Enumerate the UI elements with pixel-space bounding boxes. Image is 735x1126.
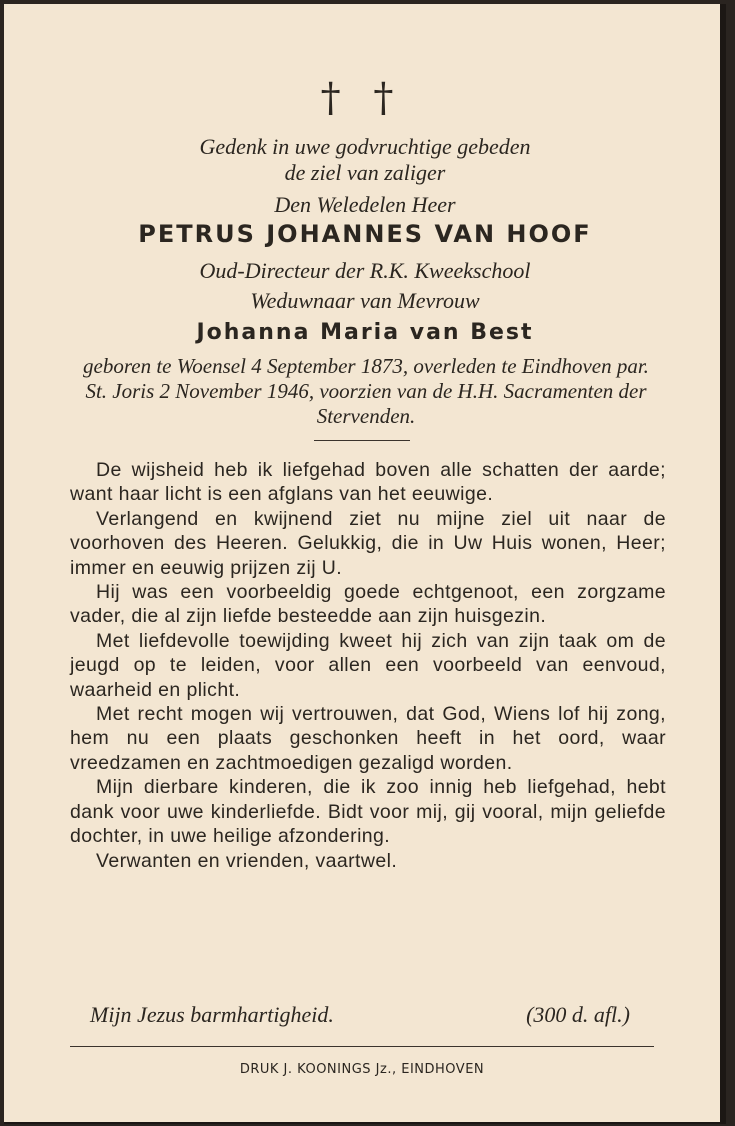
- footer-divider: [70, 1046, 654, 1047]
- life-dates: geboren te Woensel 4 September 1873, overleden te Eindhoven par. St. Joris 2 November 1946, voorzien van de H.H. Sacramenten der Stervenden.: [83, 354, 649, 428]
- widower-of: Weduwnaar van Mevrouw: [250, 288, 480, 313]
- wife-name: Johanna Maria van Best: [196, 320, 534, 345]
- invocation-line-1: Gedenk in uwe godvruchtige gebeden: [199, 134, 531, 159]
- memorial-text: [70, 458, 666, 873]
- printer-credit: DRUK J. KOONINGS Jz., EINDHOVEN: [239, 1062, 485, 1077]
- prayer: Mijn Jezus barmhartigheid.: [90, 1002, 334, 1027]
- deceased-name: PETRUS JOHANNES VAN HOOF: [138, 220, 592, 248]
- invocation-line-2: de ziel van zaliger: [284, 160, 446, 185]
- memorial-card: [4, 4, 726, 1124]
- paragraph: Met recht mogen wij vertrouwen, dat God, Wiens lof hij zong, hem nu een plaats geschonken heeft in het oord, waar vreedzamen en zachtmoedigen gezaligd worden.: [70, 703, 666, 774]
- paragraph: Mijn dierbare kinderen, die ik zoo innig heb liefgehad, hebt dank voor uwe kinderliefde. Bidt voor mij, gij vooral, mijn geliefde dochter, in uwe heilige afzondering.: [70, 776, 666, 848]
- honorific: Den Weledelen Heer: [274, 192, 456, 217]
- indulgence: (300 d. afl.): [526, 1002, 630, 1027]
- paragraph: Verlangend en kwijnend ziet nu mijne ziel uit naar de voorhoven des Heeren. Gelukkig, die in Uw Huis wonen, Heer; immer en eeuwig prijzen zij U.: [70, 507, 666, 579]
- paragraph: Met liefdevolle toewijding kweet hij zich van zijn taak om de jeugd op te leiden, voor allen een voorbeeld van eenvoud, waarheid en plicht.: [70, 629, 666, 701]
- paragraph: De wijsheid heb ik liefgehad boven alle schatten der aarde; want haar licht is een afglans van het eeuwige.: [70, 459, 666, 506]
- divider: [314, 440, 410, 441]
- paragraph: Hij was een voorbeeldig goede echtgenoot, een zorgzame vader, die al zijn liefde besteedde aan zijn huisgezin.: [70, 581, 666, 628]
- crosses-icon: † †: [320, 75, 404, 121]
- paragraph: Verwanten en vrienden, vaartwel.: [96, 849, 398, 872]
- deceased-title: Oud-Directeur der R.K. Kweekschool: [199, 258, 531, 283]
